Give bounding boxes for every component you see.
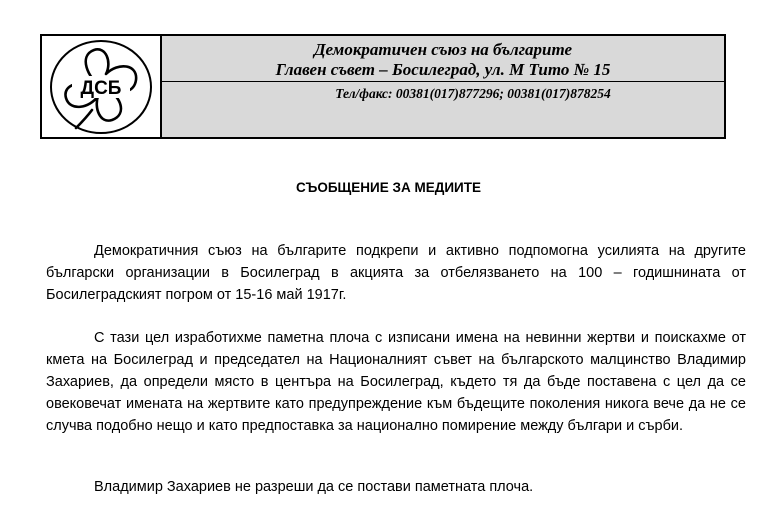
organization-address: Главен съвет – Босилеград, ул. М Тито № 15 <box>275 59 611 79</box>
letterhead-info <box>162 36 724 137</box>
letterhead <box>40 34 726 139</box>
paragraph-1: Демократичния съюз на българите подкрепи и активно подпомогна усилията на другите български организации в Босилеград в акцията за отбелязването на 100 – годишнината от Босилеградският погром от 15-16 май 1917г. <box>46 243 746 303</box>
letterhead-contact: Тел/факс: 00381(017)877296; 00381(017)878254 <box>335 86 611 101</box>
logo-cell <box>42 36 162 137</box>
paragraph-2: С тази цел изработихме паметна плоча с изписани имена на невинни жертви и поискахме от кмета на Босилеград и председател на Националният съвет на българското малцинство Владимир Захариев, да определи място в центъра на Босилеград, където тя да бъде поставена с цел да се овековечат имената на жертвите като предупреждение към бъдещите поколения никога вече да не се случва подобно нещо и като предпоставка за национално помирение между българи и сърби. <box>46 330 746 434</box>
dsb-clover-logo-icon <box>48 38 154 136</box>
paragraph-3: Владимир Захариев не разреши да се постави паметната плоча. <box>94 479 534 495</box>
letterhead-top <box>162 36 724 82</box>
organization-name: Демократичен съюз на българите <box>313 39 573 59</box>
logo-text: ДСБ <box>80 77 122 99</box>
document-title: СЪОБЩЕНИЕ ЗА МЕДИИТЕ <box>296 180 481 195</box>
